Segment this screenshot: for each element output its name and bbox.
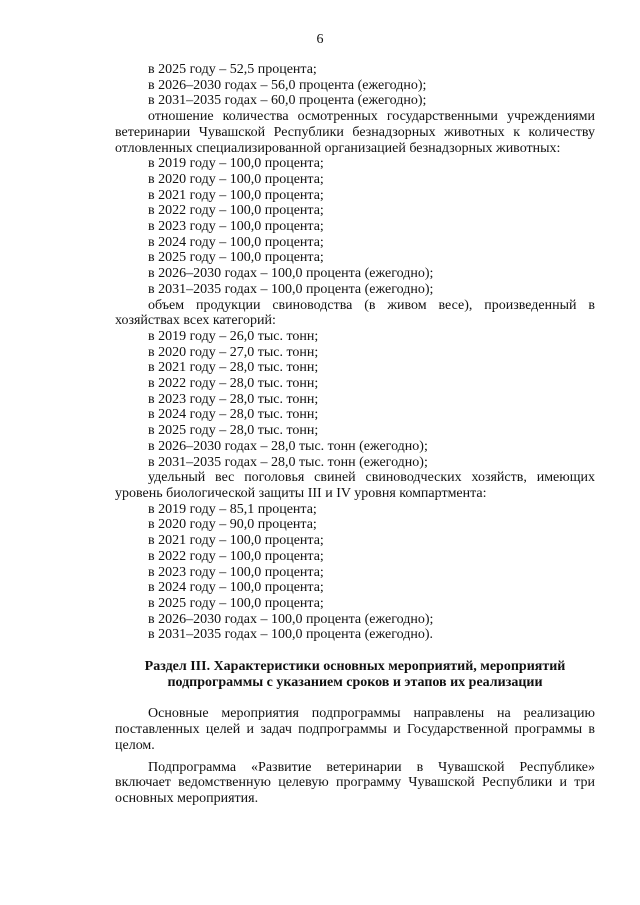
value-line: в 2022 году – 100,0 процента; (148, 548, 324, 564)
value-line: в 2025 году – 52,5 процента; (148, 62, 317, 77)
value-line: в 2025 году – 28,0 тыс. тонн; (148, 423, 319, 439)
indicator-values-1 (115, 62, 595, 109)
value-line: в 2031–2035 годах – 60,0 процента (ежегодно); (148, 93, 427, 109)
value-line: в 2021 году – 28,0 тыс. тонн; (148, 360, 319, 376)
value-line: в 2026–2030 годах – 100,0 процента (ежегодно); (148, 611, 434, 627)
value-line: в 2020 году – 100,0 процента; (148, 171, 324, 187)
value-line: в 2025 году – 100,0 процента; (148, 595, 324, 611)
value-line: в 2026–2030 годах – 28,0 тыс. тонн (ежегодно); (148, 438, 428, 454)
section-heading: Раздел III. Характеристики основных мероприятий, мероприятий подпрограммы с указанием сроков и этапов их реализации (144, 659, 566, 690)
value-line: в 2026–2030 годах – 56,0 процента (ежегодно); (148, 77, 427, 93)
value-line: в 2021 году – 100,0 процента; (148, 533, 324, 549)
value-line: в 2020 году – 90,0 процента; (148, 517, 317, 533)
value-line: в 2023 году – 28,0 тыс. тонн; (148, 391, 319, 407)
value-line: в 2019 году – 85,1 процента; (148, 501, 317, 517)
value-line: в 2022 году – 28,0 тыс. тонн; (148, 376, 319, 392)
value-line: в 2025 году – 100,0 процента; (148, 250, 324, 266)
document-body (115, 62, 595, 807)
indicator-values-3 (115, 329, 595, 470)
value-line: в 2023 году – 100,0 процента; (148, 564, 324, 580)
indicator-values-2 (115, 156, 595, 297)
value-line: в 2024 году – 100,0 процента; (148, 234, 324, 250)
value-line: в 2023 году – 100,0 процента; (148, 219, 324, 235)
indicator-paragraph: отношение количества осмотренных государственными учреждениями ветеринарии Чувашской Республики безнадзорных животных к количеству отловленных специализированной организацией безнадзорных животных: (115, 109, 595, 156)
value-line: в 2024 году – 28,0 тыс. тонн; (148, 407, 319, 423)
value-line: в 2026–2030 годах – 100,0 процента (ежегодно); (148, 266, 434, 282)
indicator-values-4 (115, 502, 595, 643)
body-paragraph: Подпрограмма «Развитие ветеринарии в Чувашской Республике» включает ведомственную целевую программу Чувашской Республики и три основных мероприятия. (115, 759, 595, 806)
body-paragraph: Основные мероприятия подпрограммы направлены на реализацию поставленных целей и задач подпрограммы и Государственной программы в целом. (115, 706, 595, 753)
indicator-paragraph: удельный вес поголовья свиней свиноводческих хозяйств, имеющих уровень биологической защиты III и IV уровня компартмента: (115, 470, 595, 501)
indicator-paragraph: объем продукции свиноводства (в живом весе), произведенный в хозяйствах всех категорий: (115, 297, 595, 329)
page-number: 6 (316, 32, 324, 47)
value-line: в 2022 году – 100,0 процента; (148, 203, 324, 219)
value-line: в 2019 году – 26,0 тыс. тонн; (148, 328, 319, 344)
value-line: в 2024 году – 100,0 процента; (148, 580, 324, 596)
value-line: в 2031–2035 годах – 28,0 тыс. тонн (ежегодно); (148, 454, 428, 470)
value-line: в 2031–2035 годах – 100,0 процента (ежегодно). (148, 627, 433, 643)
value-line: в 2019 году – 100,0 процента; (148, 156, 324, 172)
value-line: в 2031–2035 годах – 100,0 процента (ежегодно); (148, 281, 434, 297)
value-line: в 2021 году – 100,0 процента; (148, 187, 324, 203)
value-line: в 2020 году – 27,0 тыс. тонн; (148, 344, 319, 360)
